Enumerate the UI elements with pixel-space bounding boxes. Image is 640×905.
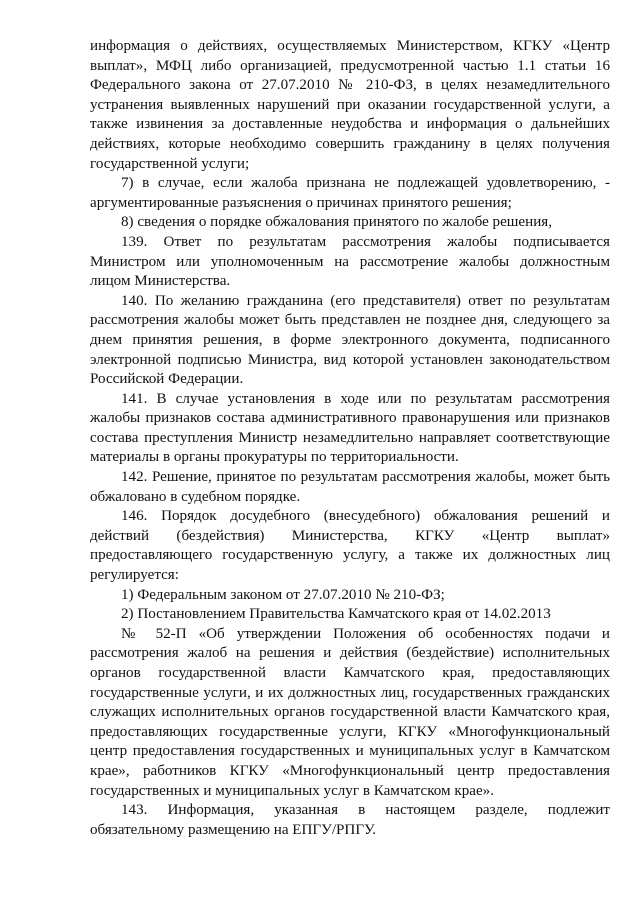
paragraph-info-on-actions: информация о действиях, осуществляемых Министерством, КГКУ «Центр выплат», МФЦ либо организацией, предусмотренной частью 1.1 статьи 16 Федерального закона от 27.07.2010 № 210-ФЗ, в целях незамедлительного устранения выявленных нарушений при оказании государственной услуги, а также извинения за доставленные неудобства и информация о дальнейших действиях, которые необходимо совершить гражданину в целях получения государственной услуги; bbox=[90, 38, 610, 172]
paragraph-146: 146. Порядок досудебного (внесудебного) обжалования решений и действий (бездействия) Министерства, КГКУ «Центр выплат» предоставляющего государственную услугу, а также их должностных лиц регулируется: bbox=[90, 508, 610, 584]
paragraph-140: 140. По желанию гражданина (его представителя) ответ по результатам рассмотрения жалобы может быть представлен не позднее дня, следующего за днем принятия решения, в форме электронного документа, подписанного электронной подписью Министра, вид которой установлен законодательством Российской Федерации. bbox=[90, 292, 610, 388]
paragraph-146-item-2: 2) Постановлением Правительства Камчатского края от 14.02.2013 bbox=[121, 606, 551, 623]
paragraph-146-item-1: 1) Федеральным законом от 27.07.2010 № 210-ФЗ; bbox=[121, 586, 445, 603]
paragraph-item-7: 7) в случае, если жалоба признана не подлежащей удовлетворению, - аргументированные разъяснения о причинах принятого решения; bbox=[90, 175, 610, 211]
paragraph-142: 142. Решение, принятое по результатам рассмотрения жалобы, может быть обжаловано в судебном порядке. bbox=[90, 469, 610, 505]
paragraph-resolution-52p: № 52-П «Об утверждении Положения об особенностях подачи и рассмотрения жалоб на решения и действия (бездействие) исполнительных органов государственной власти Камчатского края, предоставляющих государственные услуги, и их должностных лиц, государственных гражданских служащих исполнительных органов государственной власти Камчатского края, предоставляющих государственные услуги, КГКУ «Многофункциональный центр предоставления государственных и муниципальных услуг в Камчатском крае», работников КГКУ «Многофункциональный центр предоставления государственных и муниципальных услуг в Камчатском крае». bbox=[90, 625, 610, 799]
paragraph-item-8: 8) сведения о порядке обжалования принятого по жалобе решения, bbox=[121, 214, 552, 231]
paragraph-141: 141. В случае установления в ходе или по результатам рассмотрения жалобы признаков состава административного правонарушения или признаков состава преступления Министр незамедлительно направляет соответствующие материалы в органы прокуратуры по территориальности. bbox=[90, 390, 610, 466]
document-page bbox=[90, 37, 610, 840]
paragraph-143: 143. Информация, указанная в настоящем разделе, подлежит обязательному размещению на ЕПГУ/РПГУ. bbox=[90, 802, 610, 838]
paragraph-139: 139. Ответ по результатам рассмотрения жалобы подписывается Министром или уполномоченным на рассмотрение жалобы должностным лицом Министерства. bbox=[90, 233, 610, 290]
